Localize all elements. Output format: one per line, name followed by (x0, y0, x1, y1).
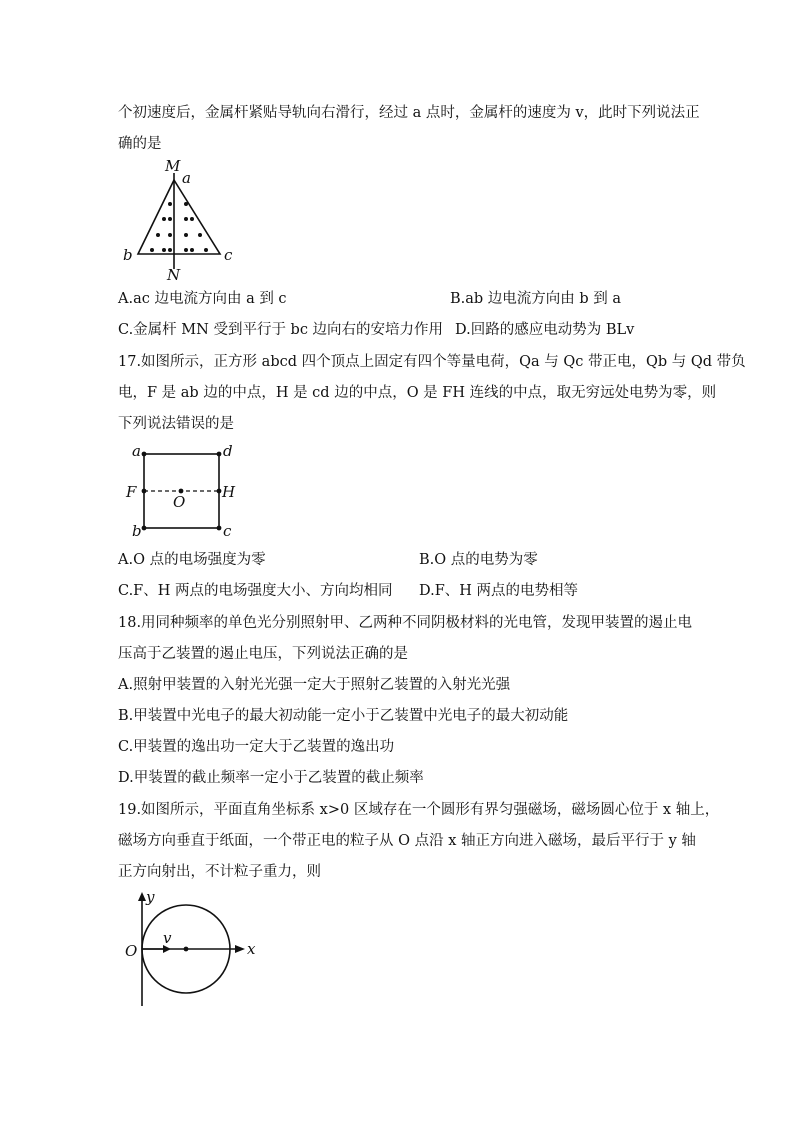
label-O: O (125, 942, 138, 960)
x-axis-arrow (235, 945, 245, 953)
label-b: b (132, 522, 142, 540)
label-O: O (173, 493, 186, 511)
q17-square-figure (118, 440, 248, 540)
q16-option-B[interactable]: B.ab 边电流方向由 b 到 a (450, 291, 622, 307)
q18-option-B[interactable]: B.甲装置中光电子的最大初动能一定小于乙装置中光电子的最大初动能 (118, 708, 569, 724)
q17-option-B[interactable]: B.O 点的电势为零 (419, 552, 538, 568)
q17-stem-line-1: 17.如图所示，正方形 abcd 四个顶点上固定有四个等量电荷，Qa 与 Qc 带正电，Qb 与 Qd 带负 (118, 354, 746, 370)
q16-stem-line-2: 确的是 (118, 136, 162, 152)
q17-stem-line-2: 电，F 是 ab 边的中点，H 是 cd 边的中点，O 是 FH 连线的中点，取无穷远处电势为零，则 (118, 385, 717, 401)
q18-stem-line-2: 压高于乙装置的遏止电压，下列说法正确的是 (118, 646, 408, 662)
label-a: a (132, 442, 141, 460)
q18-option-A[interactable]: A.照射甲装置的入射光光强一定大于照射乙装置的入射光光强 (118, 677, 511, 693)
label-y: y (146, 890, 155, 906)
q19-circle-field-figure (118, 890, 268, 1010)
label-F: F (126, 483, 137, 501)
label-H: H (222, 483, 236, 501)
label-c: c (223, 522, 232, 540)
q18-option-C[interactable]: C.甲装置的逸出功一定大于乙装置的逸出功 (118, 739, 395, 755)
q17-stem-line-3: 下列说法错误的是 (118, 416, 234, 432)
label-x: x (247, 940, 256, 958)
q16-stem-line-1: 个初速度后，金属杆紧贴导轨向右滑行，经过 a 点时，金属杆的速度为 v，此时下列说法正 (118, 105, 700, 121)
q19-stem-line-1: 19.如图所示，平面直角坐标系 x>0 区域存在一个圆形有界匀强磁场，磁场圆心位于 x 轴上， (118, 802, 720, 818)
q19-stem-line-2: 磁场方向垂直于纸面，一个带正电的粒子从 O 点沿 x 轴正方向进入磁场，最后平行于 y 轴 (118, 833, 696, 849)
q17-option-C[interactable]: C.F、H 两点的电场强度大小、方向均相同 (118, 583, 393, 599)
q16-option-A[interactable]: A.ac 边电流方向由 a 到 c (118, 291, 287, 307)
q16-option-D[interactable]: D.回路的感应电动势为 BLv (455, 322, 635, 338)
label-b: b (123, 246, 133, 264)
q17-option-A[interactable]: A.O 点的电场强度为零 (118, 552, 266, 568)
magnetic-field-dots (150, 202, 208, 252)
field-center-dot (184, 947, 189, 952)
label-N: N (167, 266, 181, 282)
label-c: c (224, 246, 233, 264)
q18-stem-line-1: 18.用同种频率的单色光分别照射甲、乙两种不同阴极材料的光电管，发现甲装置的遏止电 (118, 615, 693, 631)
q18-option-D[interactable]: D.甲装置的截止频率一定小于乙装置的截止频率 (118, 770, 424, 786)
label-v: v (163, 929, 172, 947)
label-d: d (223, 442, 233, 460)
q16-option-C[interactable]: C.金属杆 MN 受到平行于 bc 边向右的安培力作用 (118, 322, 444, 338)
q16-triangle-figure (118, 157, 248, 282)
y-axis-arrow (138, 892, 146, 901)
label-a: a (182, 169, 191, 187)
label-M: M (165, 157, 181, 175)
q17-option-D[interactable]: D.F、H 两点的电势相等 (419, 583, 579, 599)
triangle-abc (138, 180, 220, 254)
q19-stem-line-3: 正方向射出，不计粒子重力，则 (118, 864, 321, 880)
